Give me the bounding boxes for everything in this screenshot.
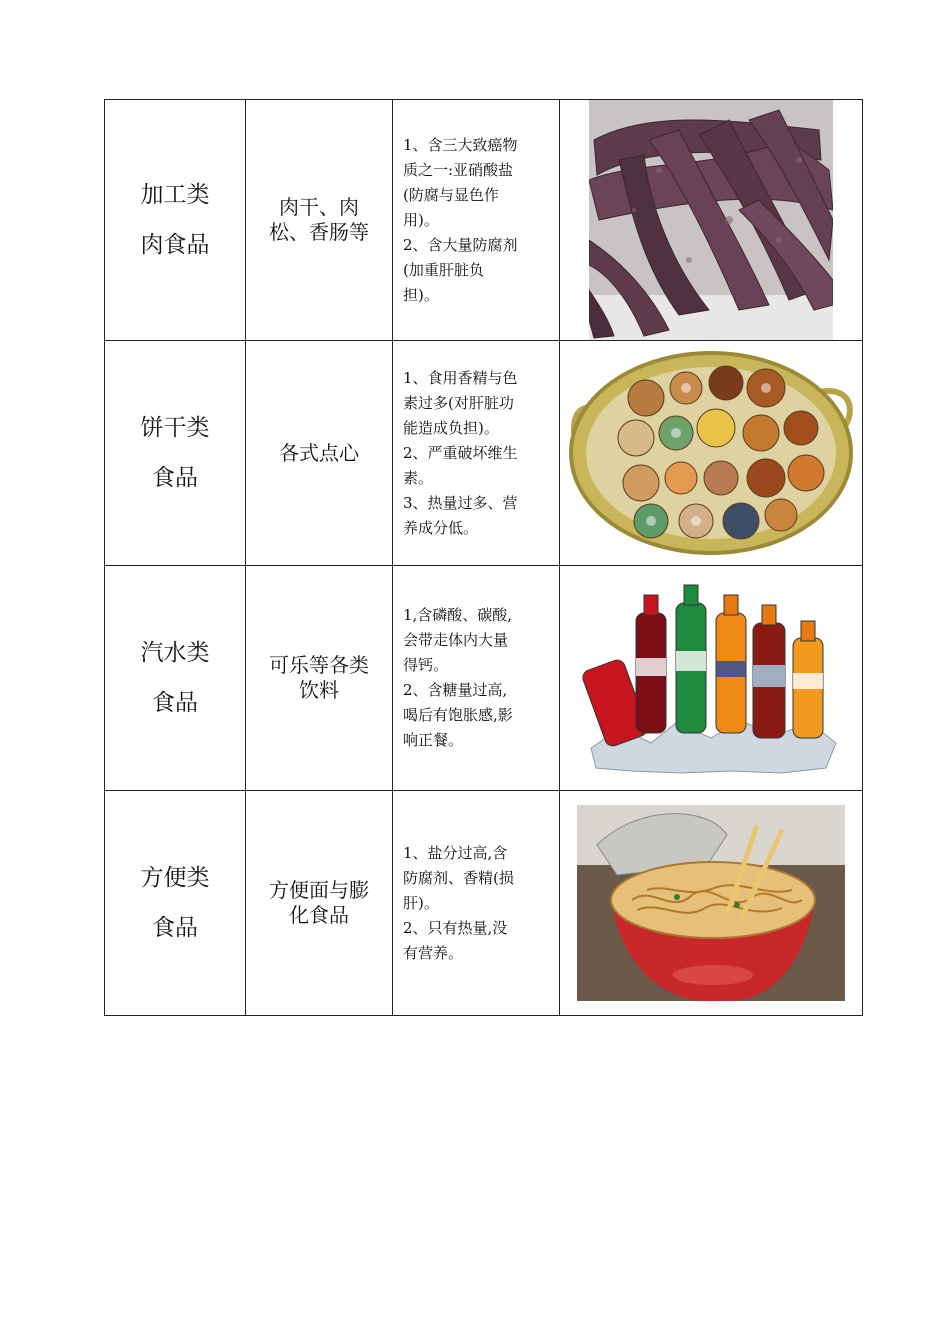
image-cell <box>560 566 863 791</box>
harm-line: 1、含三大致癌物 <box>403 135 518 154</box>
harm-line: 防腐剂、香精(损 <box>403 868 514 887</box>
harm-line: 3、热量过多、营 <box>403 493 518 512</box>
examples-line: 化食品 <box>289 903 349 927</box>
harm-line: 素。 <box>403 468 434 487</box>
category-cell <box>105 566 246 791</box>
category-line: 食品 <box>152 915 198 941</box>
harm-line: 能造成负担)。 <box>403 418 499 437</box>
harm-line: 会带走体内大量 <box>403 631 509 649</box>
category-line: 加工类 <box>140 182 210 208</box>
table-row <box>105 341 863 566</box>
examples-line: 松、香肠等 <box>269 220 369 244</box>
harm-line: (加重肝脏负 <box>403 260 484 279</box>
harm-line: 2、含大量防腐剂 <box>403 235 518 254</box>
table-row <box>105 791 863 1016</box>
examples-line: 各式点心 <box>279 440 359 465</box>
harm-line: 2、严重破坏维生 <box>403 443 518 462</box>
soda-bottles-photo <box>581 573 841 783</box>
harm-line: 1、盐分过高,含 <box>403 843 508 862</box>
harm-line: 担)。 <box>403 285 439 304</box>
category-cell <box>105 341 246 566</box>
category-cell <box>105 791 246 1016</box>
harm-line: 响正餐。 <box>403 731 464 749</box>
harms-cell <box>393 791 560 1016</box>
image-cell <box>560 791 863 1016</box>
examples-line: 肉干、肉 <box>279 195 359 219</box>
image-cell <box>560 341 863 566</box>
harms-cell <box>393 341 560 566</box>
harm-line: 1、食用香精与色 <box>403 368 518 387</box>
harm-line: 2、含糖量过高, <box>403 681 508 699</box>
sausage-photo <box>589 100 833 340</box>
category-line: 汽水类 <box>140 640 210 666</box>
category-cell <box>105 100 246 341</box>
harm-line: 得钙。 <box>403 656 449 674</box>
examples-cell <box>246 566 393 791</box>
examples-cell <box>246 791 393 1016</box>
examples-line: 饮料 <box>299 678 339 702</box>
harm-line: 质之一:亚硝酸盐 <box>403 160 514 179</box>
harm-line: 喝后有饱胀感,影 <box>403 706 513 724</box>
harm-line: 养成分低。 <box>403 518 479 537</box>
harm-line: 用)。 <box>403 210 439 229</box>
harm-line: 肝)。 <box>403 893 439 912</box>
harm-line: (防腐与显色作 <box>403 185 499 204</box>
category-line: 方便类 <box>140 865 210 891</box>
table-row <box>105 100 863 341</box>
table-row <box>105 566 863 791</box>
harm-line: 有营养。 <box>403 943 464 962</box>
instant-noodles-photo <box>577 805 845 1001</box>
harm-line: 2、只有热量,没 <box>403 918 508 937</box>
category-line: 肉食品 <box>140 232 210 258</box>
category-line: 饼干类 <box>140 415 210 441</box>
examples-line: 方便面与膨 <box>269 878 369 902</box>
pastry-basket-photo <box>566 343 856 563</box>
examples-cell <box>246 341 393 566</box>
examples-cell <box>246 100 393 341</box>
harms-cell <box>393 100 560 341</box>
category-line: 食品 <box>152 690 198 716</box>
image-cell <box>560 100 863 341</box>
harm-line: 素过多(对肝脏功 <box>403 393 514 412</box>
category-line: 食品 <box>152 465 198 491</box>
harms-cell <box>393 566 560 791</box>
harm-line: 1,含磷酸、碳酸, <box>403 606 513 624</box>
examples-line: 可乐等各类 <box>269 653 369 677</box>
junk-food-table <box>104 99 863 1016</box>
